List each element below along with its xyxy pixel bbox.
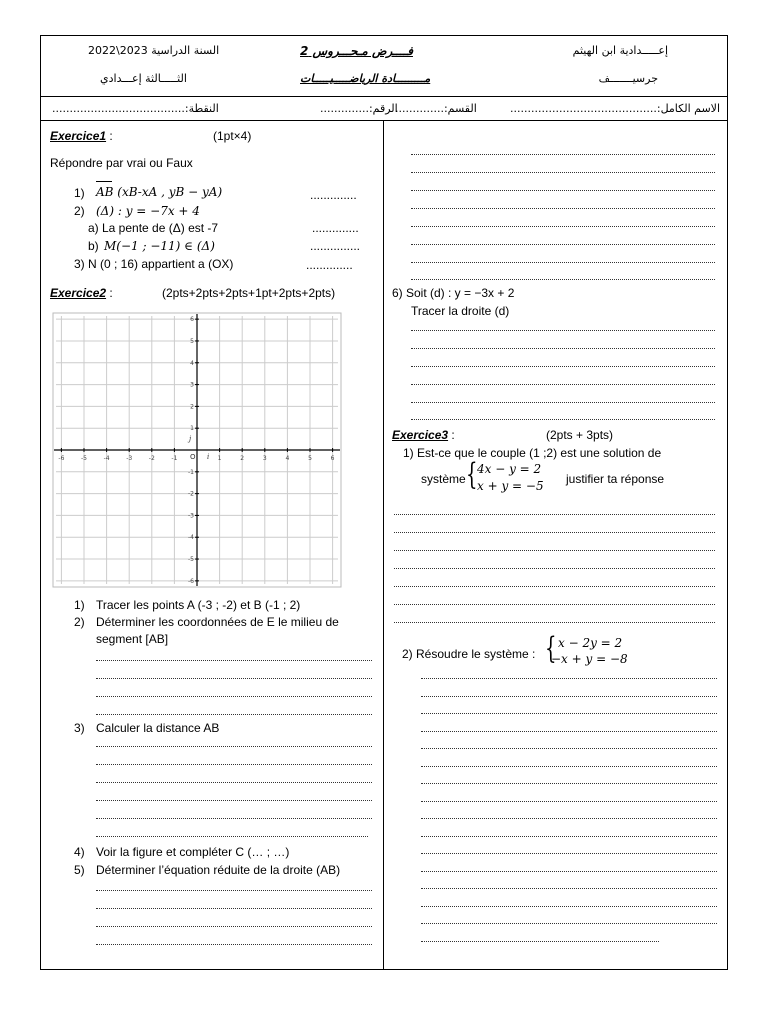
ex1-qa: a) La pente de (Δ) est -7 xyxy=(88,221,219,235)
ex2-points: (2pts+2pts+2pts+1pt+2pts+2pts) xyxy=(162,286,336,300)
ex1-q3-answer[interactable]: .............. xyxy=(306,258,353,272)
answer-line[interactable] xyxy=(411,348,715,349)
answer-line[interactable] xyxy=(411,384,715,385)
answer-line[interactable] xyxy=(421,766,717,767)
ex3-q2-eq2: −x + y = −8 xyxy=(551,652,628,666)
answer-line[interactable] xyxy=(411,190,715,191)
i-vector-label: i xyxy=(207,453,210,461)
x-tick-label: 5 xyxy=(308,455,312,462)
brace-icon: { xyxy=(545,631,557,666)
full-name-field[interactable]: الاسم الكامل:.......................................... xyxy=(510,102,720,115)
ex2-q2-number: 2) xyxy=(74,615,85,629)
answer-line[interactable] xyxy=(421,941,659,942)
level: الثـــــالثة إعـــدادي xyxy=(100,72,187,85)
ex1-q1-number: 1) xyxy=(74,186,85,200)
school-name: إعـــــدادية ابن الهيثم xyxy=(572,44,668,57)
ex3-q1-eq1: 4x − y = 2 xyxy=(477,462,542,476)
y-tick-label: -3 xyxy=(188,512,194,520)
answer-line[interactable] xyxy=(411,366,715,367)
header-divider xyxy=(40,96,728,97)
subject-title: مـــــــــادة الرياضـــــيـــــات xyxy=(300,72,431,85)
brace-icon: { xyxy=(466,457,478,492)
grade-field[interactable]: النقطة:...................................... xyxy=(52,102,219,115)
answer-line[interactable] xyxy=(96,818,372,819)
ex2-q2-line1: Déterminer les coordonnées de E le milieu de xyxy=(96,615,339,629)
exam-title: فــــرض مـحـــروس 2 xyxy=(300,44,413,58)
y-tick-label: 5 xyxy=(190,337,194,345)
answer-line[interactable] xyxy=(421,713,717,714)
ex1-q2-number: 2) xyxy=(74,204,85,218)
ex1-qb-answer[interactable]: ............... xyxy=(310,239,361,253)
answer-line[interactable] xyxy=(421,871,717,872)
answer-line[interactable] xyxy=(96,782,372,783)
answer-line[interactable] xyxy=(96,908,372,909)
ex2-q4: Voir la figure et compléter C (… ; …) xyxy=(96,845,290,859)
ex1-title: Exercice1 xyxy=(50,129,107,143)
answer-line[interactable] xyxy=(96,660,372,661)
answer-line[interactable] xyxy=(411,208,715,209)
answer-line[interactable] xyxy=(96,746,372,747)
y-tick-label: 6 xyxy=(190,316,194,324)
ex1-q1-vector: AB (xB-xA , yB − yA) xyxy=(96,185,223,199)
answer-line[interactable] xyxy=(394,532,715,533)
answer-line[interactable] xyxy=(96,678,372,679)
answer-line[interactable] xyxy=(394,550,715,551)
x-tick-label: 2 xyxy=(240,455,245,462)
answer-line[interactable] xyxy=(394,586,715,587)
answer-line[interactable] xyxy=(411,402,715,403)
ex2-colon: : xyxy=(106,286,113,300)
x-tick-label: -5 xyxy=(81,455,87,462)
ex1-qb: M(−1 ; −11) ∈ (Δ) xyxy=(104,239,215,253)
answer-line[interactable] xyxy=(96,926,372,927)
ex2-q1: Tracer les points A (-3 ; -2) et B (-1 ; 2) xyxy=(96,598,301,612)
ex2-q4-number: 4) xyxy=(74,845,85,859)
answer-line[interactable] xyxy=(421,853,717,854)
answer-line[interactable] xyxy=(421,888,717,889)
ex1-q3: 3) N (0 ; 16) appartient a (OX) xyxy=(74,257,234,271)
location: جرسيـــــــف xyxy=(598,72,658,85)
answer-line[interactable] xyxy=(421,836,717,837)
answer-line[interactable] xyxy=(411,262,715,263)
answer-line[interactable] xyxy=(421,748,717,749)
ex2-q3-number: 3) xyxy=(74,721,85,735)
x-tick-label: 3 xyxy=(262,455,267,462)
ex3-heading xyxy=(392,428,455,442)
answer-line[interactable] xyxy=(421,678,717,679)
answer-line[interactable] xyxy=(96,890,372,891)
x-tick-label: 1 xyxy=(217,455,222,462)
ex2-q5: Déterminer l’équation réduite de la droite (AB) xyxy=(96,863,341,877)
answer-line[interactable] xyxy=(394,604,715,605)
answer-line[interactable] xyxy=(421,783,717,784)
ex1-qb-label: b) xyxy=(88,239,99,253)
j-vector-label: j xyxy=(189,435,192,443)
ex3-points: (2pts + 3pts) xyxy=(546,428,614,442)
y-tick-label: -1 xyxy=(188,468,194,476)
origin-label: O xyxy=(190,453,196,461)
y-tick-label: -5 xyxy=(188,556,194,564)
ex3-q1-justify: justifier ta réponse xyxy=(566,472,665,486)
answer-line[interactable] xyxy=(421,696,717,697)
y-tick-label: -6 xyxy=(188,577,194,585)
answer-line[interactable] xyxy=(411,279,715,280)
answer-line[interactable] xyxy=(411,330,715,331)
ex3-q1-system-label: système xyxy=(421,472,466,486)
answer-line[interactable] xyxy=(394,514,715,515)
answer-line[interactable] xyxy=(411,244,715,245)
y-tick-label: 1 xyxy=(190,425,194,433)
answer-line[interactable] xyxy=(96,714,372,715)
ex2-q1-number: 1) xyxy=(74,598,85,612)
ex2-title: Exercice2 xyxy=(50,286,107,300)
x-tick-label: -3 xyxy=(126,455,133,462)
ex1-colon: : xyxy=(106,129,113,143)
q6-line2: Tracer la droite (d) xyxy=(411,304,510,318)
ex2-q5-number: 5) xyxy=(74,863,85,877)
ex1-q2-line: (Δ) : y = −7x + 4 xyxy=(96,204,200,218)
class-field[interactable]: القسم:.............. xyxy=(395,102,477,115)
school-year: السنة الدراسية 2023\2022 xyxy=(88,44,220,57)
y-tick-label: -2 xyxy=(188,490,194,498)
answer-line[interactable] xyxy=(411,419,715,420)
ex1-heading xyxy=(50,129,113,143)
x-tick-label: -6 xyxy=(58,455,65,462)
ex3-q2-eq1: x − 2y = 2 xyxy=(558,636,623,650)
answer-line[interactable] xyxy=(96,800,372,801)
y-tick-label: 3 xyxy=(190,381,194,389)
answer-line[interactable] xyxy=(394,622,715,623)
x-tick-label: 6 xyxy=(330,455,335,462)
ex3-q1-line1: 1) Est-ce que le couple (1 ;2) est une solution de xyxy=(403,446,662,460)
answer-line[interactable] xyxy=(421,906,717,907)
ex3-title: Exercice3 xyxy=(392,428,449,442)
ex2-q3: Calculer la distance AB xyxy=(96,721,220,735)
coordinate-grid xyxy=(52,312,342,588)
x-tick-label: -1 xyxy=(171,455,178,462)
answer-line[interactable] xyxy=(421,801,717,802)
x-tick-label: -4 xyxy=(103,455,110,462)
ex1-points: (1pt×4) xyxy=(213,129,252,143)
number-field[interactable]: الرقم:.............. xyxy=(320,102,398,115)
ex1-qa-answer[interactable]: .............. xyxy=(312,221,359,235)
answer-line[interactable] xyxy=(96,764,372,765)
y-tick-label: 4 xyxy=(190,359,194,367)
y-tick-label: -4 xyxy=(188,534,194,542)
answer-line[interactable] xyxy=(411,226,715,227)
y-tick-label: 2 xyxy=(190,403,194,411)
answer-line[interactable] xyxy=(421,731,717,732)
answer-line[interactable] xyxy=(421,923,717,924)
answer-line[interactable] xyxy=(421,818,717,819)
ex3-colon: : xyxy=(448,428,455,442)
ex1-instruction: Répondre par vrai ou Faux xyxy=(50,156,193,170)
ex2-q2-line2: segment [AB] xyxy=(96,632,169,646)
column-divider xyxy=(383,120,384,970)
answer-line[interactable] xyxy=(96,944,372,945)
answer-line[interactable] xyxy=(411,172,715,173)
x-tick-label: -2 xyxy=(148,455,155,462)
ex3-q1-eq2: x + y = −5 xyxy=(477,479,544,493)
vector-arrow xyxy=(96,181,112,182)
ex3-q2: 2) Résoudre le système : xyxy=(402,647,536,661)
x-tick-label: 4 xyxy=(285,455,290,462)
ex1-q1-answer[interactable]: .............. xyxy=(310,188,357,202)
ex2-heading xyxy=(50,286,113,300)
answer-line[interactable] xyxy=(96,836,368,837)
student-row-divider xyxy=(40,120,728,121)
answer-line[interactable] xyxy=(96,696,372,697)
answer-line[interactable] xyxy=(394,568,715,569)
answer-line[interactable] xyxy=(411,154,715,155)
q6-line1: 6) Soit (d) : y = −3x + 2 xyxy=(392,286,515,300)
